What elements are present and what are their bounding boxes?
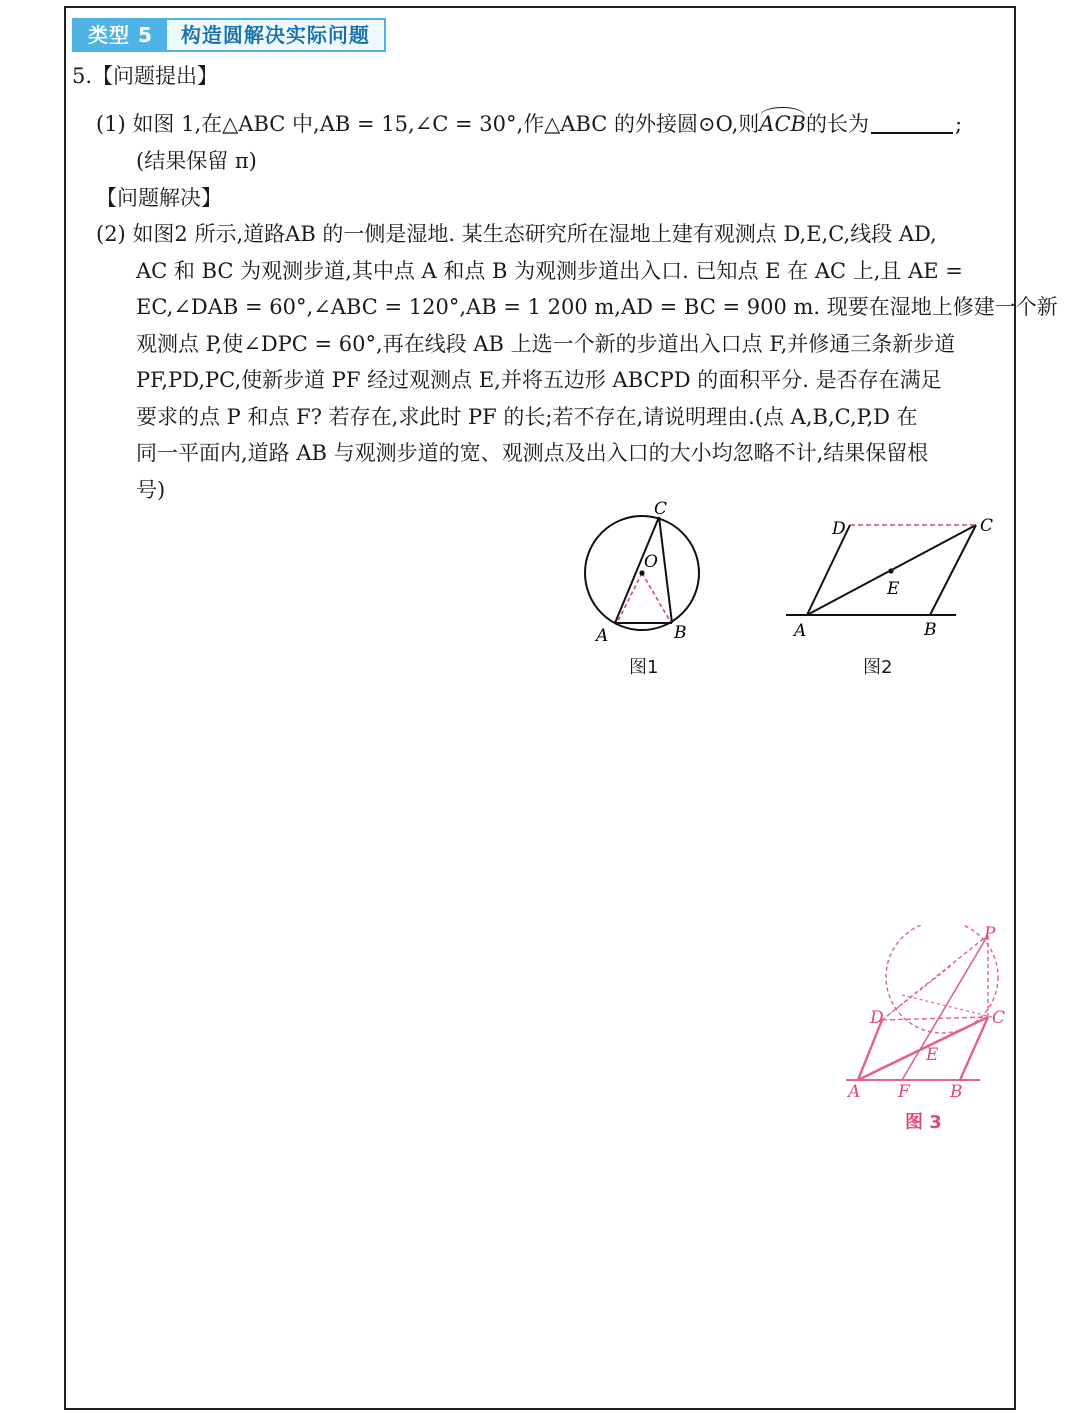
fig3-aux-2	[882, 965, 952, 1020]
part2-line: 观测点 P,使∠DPC = 60°,再在线段 AB 上选一个新的步道出入口点 F,并修通三条新步道	[136, 331, 956, 356]
figure-3-caption: 图 3	[905, 1112, 942, 1133]
fig3-pf	[902, 935, 988, 1080]
part1-text: 如图 1,在△ABC 中,AB = 15,∠C = 30°,作△ABC 的外接圆⊙O,则	[132, 112, 760, 136]
part2-line: 号)	[136, 477, 166, 502]
part2-line: (2) 如图2 所示,道路AB 的一侧是湿地. 某生态研究所在湿地上建有观测点 D,E,C,线段 AD,	[96, 222, 937, 246]
label-c: C	[992, 1008, 1006, 1028]
label-f: F	[898, 1082, 910, 1102]
fig3-aux-1	[902, 995, 992, 1017]
part2-line: PF,PD,PC,使新步道 PF 经过观测点 E,并将五边形 ABCPD 的面积平分. 是否存在满足	[136, 368, 942, 392]
part2-line: 同一平面内,道路 AB 与观测步道的宽、观测点及出入口的大小均忽略不计,结果保留根	[136, 441, 929, 465]
part1-label: (1)	[96, 112, 126, 136]
part1-end: ;	[954, 112, 963, 136]
type-tag: 类型 5	[74, 20, 167, 50]
figure-2-caption: 图2	[863, 657, 893, 678]
label-d: D	[870, 1008, 884, 1028]
section-problem-solve: 【问题解决】	[96, 186, 222, 210]
part2-line: 要求的点 P 和点 F? 若存在,求此时 PF 的长;若不存在,请说明理由.(点 A,B,C,P,D 在	[136, 404, 918, 429]
part1-note: (结果保留 π)	[136, 149, 257, 173]
type-title: 构造圆解决实际问题	[167, 20, 384, 50]
section-problem-raise: 【问题提出】	[92, 64, 219, 88]
radius-oa	[618, 573, 642, 621]
fig3-dc	[882, 1017, 988, 1020]
figure-3	[842, 925, 1012, 1105]
label-a: A	[794, 621, 807, 641]
part1-question	[96, 106, 1006, 143]
type-header	[72, 18, 386, 52]
problem-number-line	[72, 58, 218, 95]
part1-text-b: 的长为	[805, 112, 869, 136]
problem-number: 5.	[72, 64, 93, 88]
figure-2	[780, 505, 1000, 645]
label-o: O	[644, 552, 658, 572]
label-b: B	[924, 620, 937, 640]
label-b: B	[950, 1082, 963, 1102]
label-a: A	[596, 626, 609, 646]
part2-label: (2)	[96, 222, 126, 246]
answer-blank[interactable]	[871, 110, 953, 134]
figure-1-caption: 图1	[629, 657, 659, 678]
arc-acb: ACB	[759, 106, 806, 143]
label-c: C	[654, 499, 668, 519]
label-e: E	[887, 579, 900, 599]
label-e: E	[926, 1045, 939, 1065]
part2-question	[96, 216, 1058, 508]
label-a: A	[848, 1082, 861, 1102]
label-p: P	[984, 925, 996, 944]
side-bc	[659, 517, 672, 623]
label-b: B	[674, 623, 687, 643]
fig3-bc	[960, 1017, 988, 1080]
part2-line: AC 和 BC 为观测步道,其中点 A 和点 B 为观测步道出入口. 已知点 E 在 AC 上,且 AE =	[136, 258, 963, 283]
figure-1	[570, 495, 720, 655]
part2-line: EC,∠DAB = 60°,∠ABC = 120°,AB = 1 200 m,AD = BC = 900 m. 现要在湿地上修建一个新	[136, 295, 1058, 319]
label-d: D	[832, 519, 846, 539]
segment-bc	[930, 525, 976, 615]
point-e	[888, 568, 893, 573]
label-c: C	[980, 516, 994, 536]
